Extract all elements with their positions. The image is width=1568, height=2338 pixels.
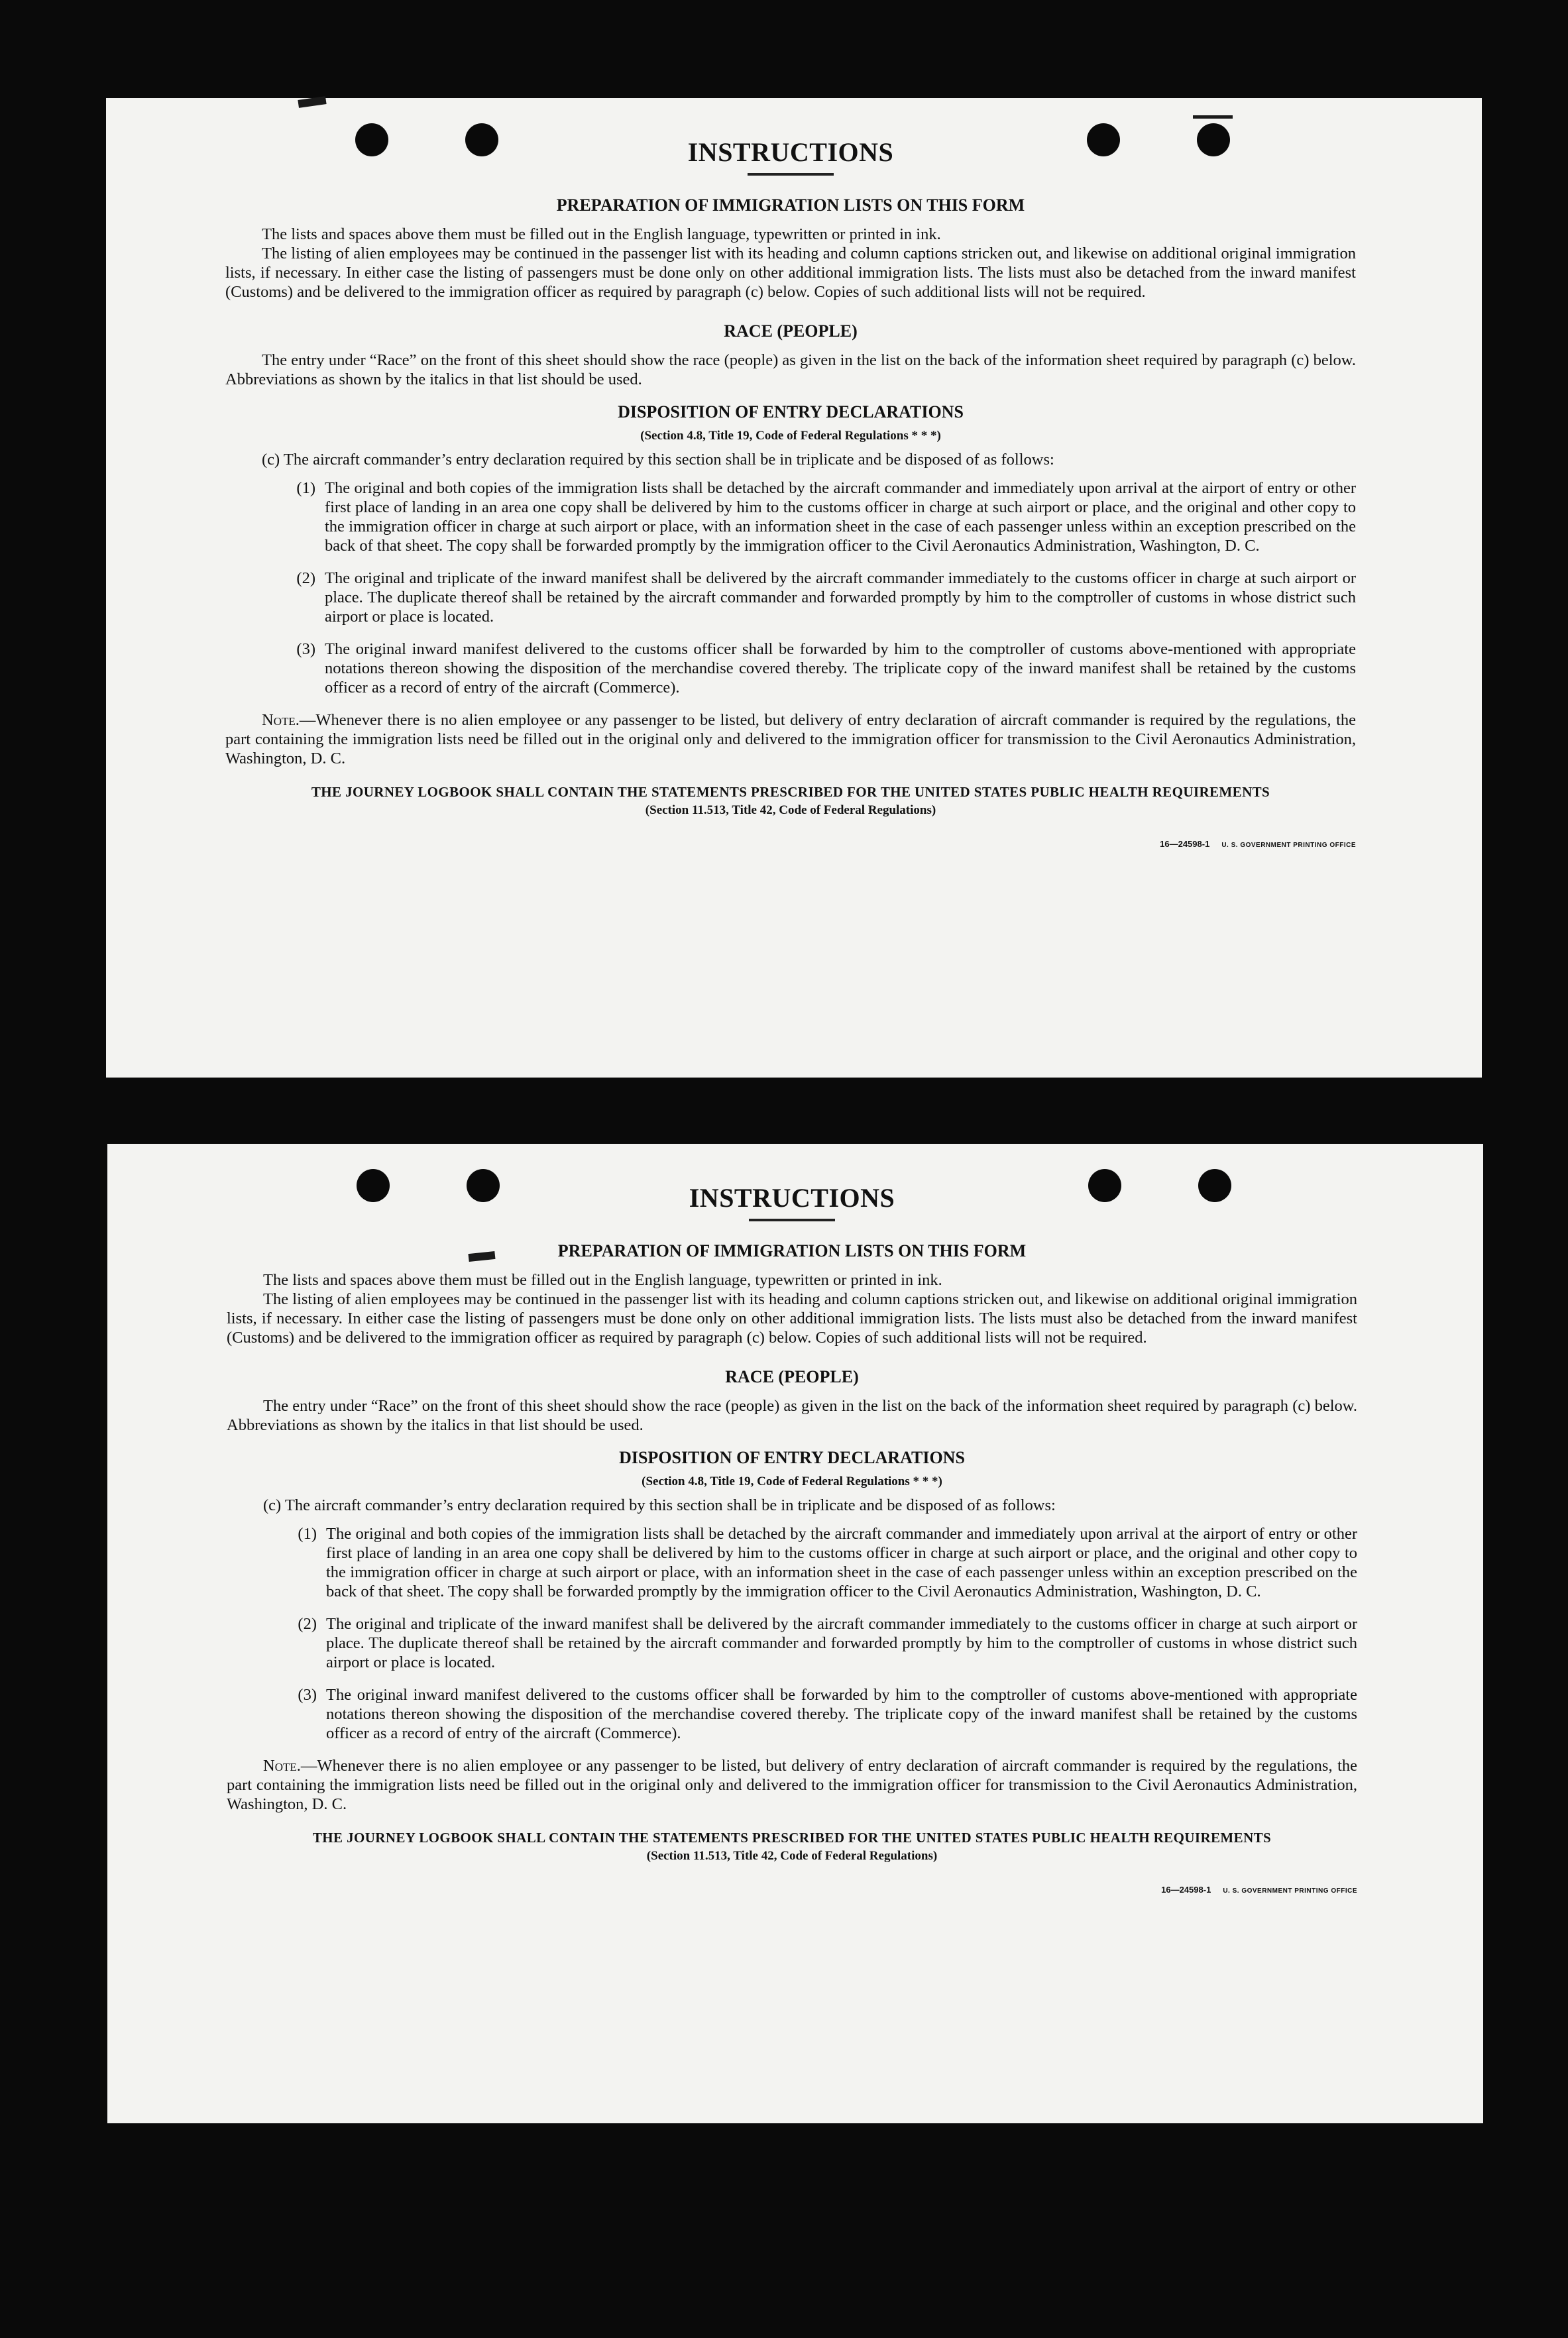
- list-item-number: (2): [298, 1615, 317, 1633]
- print-code: [225, 839, 1356, 849]
- paragraph: The listing of alien employees may be continued in the passenger list with its heading and column captions stricken out, and likewise on additional original immigration lists, if necessary. In either case the listing of passengers must be done only on other additional immigration lists. The lists must also be detached from the inward manifest (Customs) and be delivered to the immigration officer as required by paragraph (c) below. Copies of such additional lists will not be required.: [225, 245, 1356, 301]
- note-label: Note.: [262, 711, 300, 729]
- list-item-number: (1): [298, 1525, 317, 1543]
- form-number: 16—24598-1: [1160, 839, 1210, 849]
- note-text: —Whenever there is no alien employee or any passenger to be listed, but delivery of entry declaration of aircraft commander is required by the regulations, the part containing the immigration lists need be filled out in the original only and delivered to the immigration officer for transmission to the Civil Aeronautics Administration, Washington, D. C.: [225, 711, 1356, 767]
- note-paragraph: [227, 1756, 1357, 1814]
- paragraph: The lists and spaces above them must be filled out in the English language, typewritten or printed in ink.: [263, 1271, 942, 1289]
- ink-smudge: [298, 96, 326, 108]
- list-item-text: The original and triplicate of the inward manifest shall be delivered by the aircraft commander immediately to the customs officer in charge at such airport or place. The duplicate thereof shall be retained by the aircraft commander and forwarded promptly by him to the comptroller of customs in whose district such airport or place is located.: [325, 569, 1356, 626]
- section-heading-preparation: PREPARATION OF IMMIGRATION LISTS ON THIS FORM: [556, 195, 1025, 215]
- paragraph: The entry under “Race” on the front of this sheet should show the race (people) as given in the list on the back of the information sheet required by paragraph (c) below. Abbreviations as shown by the italics in that list should be used.: [227, 1397, 1357, 1434]
- section-heading-race: RACE (PEOPLE): [724, 321, 858, 341]
- section-citation: (Section 4.8, Title 19, Code of Federal Regulations * * *): [640, 429, 941, 443]
- section-heading-disposition: DISPOSITION OF ENTRY DECLARATIONS: [619, 1448, 965, 1467]
- note-label: Note.: [263, 1757, 301, 1775]
- print-code: [227, 1885, 1357, 1895]
- paragraph: (c) The aircraft commander’s entry declaration required by this section shall be in triplicate and be disposed of as follows:: [263, 1496, 1056, 1514]
- section-heading-race: RACE (PEOPLE): [725, 1367, 859, 1386]
- note-text: —Whenever there is no alien employee or any passenger to be listed, but delivery of entry declaration of aircraft commander is required by the regulations, the part containing the immigration lists need be filled out in the original only and delivered to the immigration officer for transmission to the Civil Aeronautics Administration, Washington, D. C.: [227, 1757, 1357, 1813]
- list-item: [225, 569, 1356, 626]
- title-underline: [748, 173, 834, 176]
- list-item: [227, 1685, 1357, 1743]
- list-item-number: (1): [296, 479, 315, 497]
- list-item-text: The original inward manifest delivered to the customs officer shall be forwarded by him to the comptroller of customs above-mentioned with appropriate notations thereon showing the disposition of the merchandise covered thereby. The triplicate copy of the inward manifest shall be retained by the customs officer as a record of entry of the aircraft (Commerce).: [325, 640, 1356, 696]
- section-heading-disposition: DISPOSITION OF ENTRY DECLARATIONS: [618, 402, 964, 421]
- section-heading-preparation: PREPARATION OF IMMIGRATION LISTS ON THIS FORM: [557, 1241, 1027, 1260]
- footer-citation: (Section 11.513, Title 42, Code of Federal Regulations): [645, 803, 936, 817]
- list-item: [227, 1614, 1357, 1672]
- sheet-content: [227, 1182, 1357, 1895]
- ink-smudge: [1193, 115, 1233, 119]
- page-title: INSTRUCTIONS: [689, 1183, 895, 1213]
- footer-citation: (Section 11.513, Title 42, Code of Federal Regulations): [646, 1849, 938, 1863]
- list-item-text: The original inward manifest delivered to the customs officer shall be forwarded by him to the comptroller of customs above-mentioned with appropriate notations thereon showing the disposition of the merchandise covered thereby. The triplicate copy of the inward manifest shall be retained by the customs officer as a record of entry of the aircraft (Commerce).: [326, 1686, 1357, 1742]
- list-item: [225, 478, 1356, 555]
- numbered-list: [225, 478, 1356, 697]
- list-item-text: The original and both copies of the immigration lists shall be detached by the aircraft commander and immediately upon arrival at the airport of entry or other first place of landing in an area one copy shall be delivered by him to the customs officer in charge at such airport or place, and the original and other copy to the immigration officer in charge at such airport or place, with an information sheet in the case of each passenger unless within an exception prescribed on the back of that sheet. The copy shall be forwarded promptly by the immigration officer to the Civil Aeronautics Administration, Washington, D. C.: [325, 479, 1356, 555]
- printing-office: U. S. GOVERNMENT PRINTING OFFICE: [1223, 1887, 1357, 1895]
- list-item: [227, 1524, 1357, 1601]
- footer-statement: THE JOURNEY LOGBOOK SHALL CONTAIN THE STATEMENTS PRESCRIBED FOR THE UNITED STATES PUBLIC HEALTH REQUIREMENTS: [311, 784, 1270, 800]
- numbered-list: [227, 1524, 1357, 1743]
- sheet-content: [225, 137, 1356, 849]
- footer-statement: THE JOURNEY LOGBOOK SHALL CONTAIN THE STATEMENTS PRESCRIBED FOR THE UNITED STATES PUBLIC HEALTH REQUIREMENTS: [312, 1830, 1272, 1846]
- paragraph: The listing of alien employees may be continued in the passenger list with its heading and column captions stricken out, and likewise on additional original immigration lists, if necessary. In either case the listing of passengers must be done only on other additional immigration lists. The lists must also be detached from the inward manifest (Customs) and be delivered to the immigration officer as required by paragraph (c) below. Copies of such additional lists will not be required.: [227, 1290, 1357, 1347]
- section-citation: (Section 4.8, Title 19, Code of Federal Regulations * * *): [642, 1475, 942, 1488]
- note-paragraph: [225, 710, 1356, 768]
- list-item-number: (3): [298, 1686, 317, 1704]
- instruction-sheet-top: [106, 98, 1482, 1078]
- printing-office: U. S. GOVERNMENT PRINTING OFFICE: [1221, 842, 1356, 849]
- page-title: INSTRUCTIONS: [687, 137, 894, 167]
- title-underline: [749, 1219, 835, 1221]
- instruction-sheet-bottom: [107, 1144, 1483, 2123]
- paragraph: The entry under “Race” on the front of this sheet should show the race (people) as given in the list on the back of the information sheet required by paragraph (c) below. Abbreviations as shown by the italics in that list should be used.: [225, 351, 1356, 388]
- list-item-number: (2): [296, 569, 315, 587]
- list-item-text: The original and both copies of the immigration lists shall be detached by the aircraft commander and immediately upon arrival at the airport of entry or other first place of landing in an area one copy shall be delivered by him to the customs officer in charge at such airport or place, and the original and other copy to the immigration officer in charge at such airport or place, with an information sheet in the case of each passenger unless within an exception prescribed on the back of that sheet. The copy shall be forwarded promptly by the immigration officer to the Civil Aeronautics Administration, Washington, D. C.: [326, 1525, 1357, 1600]
- form-number: 16—24598-1: [1161, 1885, 1211, 1895]
- list-item-text: The original and triplicate of the inward manifest shall be delivered by the aircraft commander immediately to the customs officer in charge at such airport or place. The duplicate thereof shall be retained by the aircraft commander and forwarded promptly by him to the comptroller of customs in whose district such airport or place is located.: [326, 1615, 1357, 1671]
- paragraph: (c) The aircraft commander’s entry declaration required by this section shall be in triplicate and be disposed of as follows:: [262, 451, 1054, 469]
- paragraph: The lists and spaces above them must be filled out in the English language, typewritten or printed in ink.: [262, 225, 941, 243]
- list-item-number: (3): [296, 640, 315, 658]
- list-item: [225, 640, 1356, 697]
